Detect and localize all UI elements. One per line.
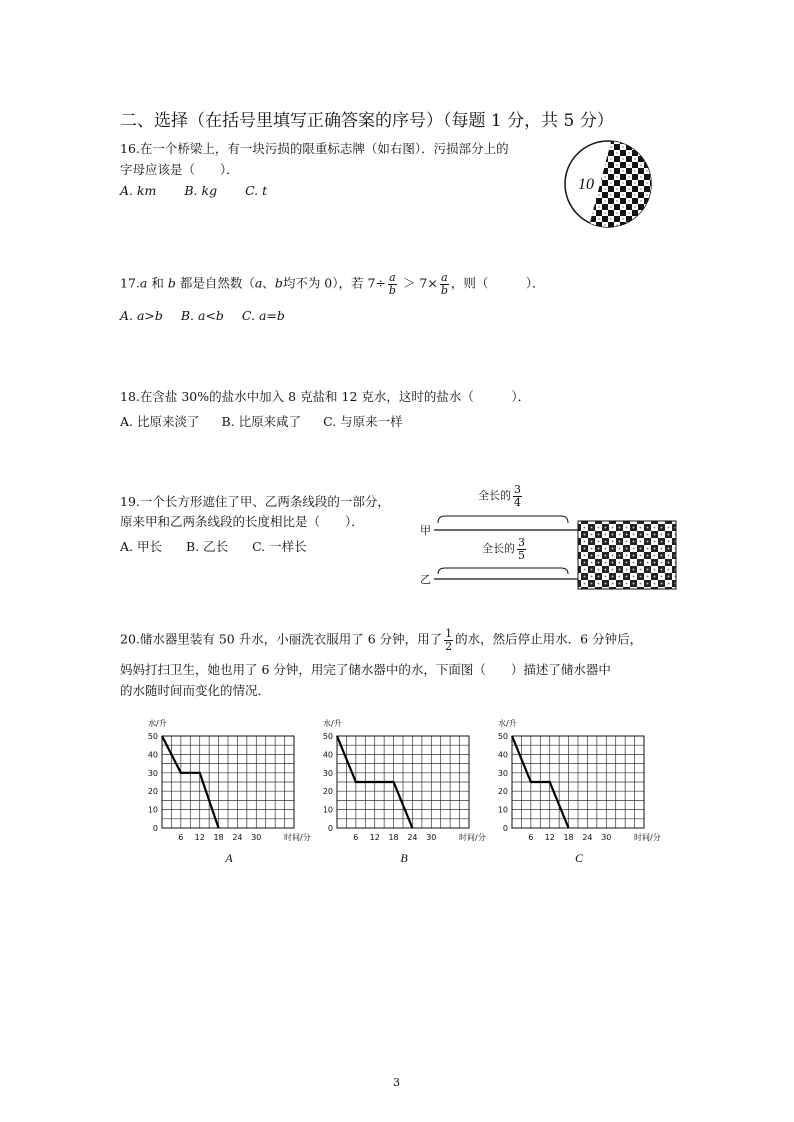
chart-label: C <box>574 851 584 865</box>
q16-line1: 16.在一个桥梁上，有一块污损的限重标志牌（如右图）．污损部分上的 <box>120 141 509 156</box>
y-tick-label: 10 <box>497 805 508 815</box>
y-axis-title: 水/升 <box>148 719 167 728</box>
q16-line2: 字母应该是（ ）． <box>120 162 239 177</box>
y-tick-label: 20 <box>322 787 333 797</box>
q18-options <box>120 412 403 430</box>
x-tick-label: 6 <box>353 833 359 842</box>
q19-line1: 19.一个长方形遮住了甲、乙两条线段的一部分， <box>120 494 390 509</box>
q17-options <box>120 308 285 323</box>
page-number: 3 <box>393 1076 400 1089</box>
q19-diagram <box>420 482 690 592</box>
y-tick-label: 50 <box>322 732 333 741</box>
label-jia: 甲 <box>420 524 431 537</box>
brace-bottom <box>438 568 568 574</box>
y-tick-label: 50 <box>147 732 158 741</box>
x-axis-title: 时间/分 <box>634 833 661 842</box>
q20-charts <box>0 712 794 872</box>
top-fraction: $\frac{3}{4}$ <box>514 483 521 509</box>
q17-option-a: A. a>b <box>120 308 163 323</box>
q16-option-c: C. t <box>245 183 268 198</box>
y-tick-label: 30 <box>497 768 508 778</box>
covering-rectangle <box>578 521 676 589</box>
q17-fraction-1: $\frac{a}{b}$ <box>388 271 396 297</box>
q18-option-b: B. 比原来咸了 <box>221 414 302 429</box>
x-tick-label: 12 <box>544 833 555 842</box>
y-tick-label: 0 <box>502 824 508 833</box>
y-tick-label: 20 <box>497 787 508 797</box>
y-tick-label: 50 <box>497 732 508 741</box>
x-tick-label: 24 <box>407 833 418 842</box>
bottom-fraction: $\frac{3}{5}$ <box>518 536 525 562</box>
q20-line2: 妈妈打扫卫生，她也用了 6 分钟，用完了储水器中的水，下面图（ ）描述了储水器中 <box>120 662 611 677</box>
q17-fraction-2: $\frac{a}{b}$ <box>440 271 448 297</box>
x-tick-label: 6 <box>178 833 184 842</box>
q18-option-a: A. 比原来淡了 <box>120 414 200 429</box>
y-tick-label: 10 <box>322 805 333 815</box>
q20-line3: 的水随时间而变化的情况． <box>120 683 271 698</box>
y-tick-label: 0 <box>327 824 333 833</box>
y-tick-label: 10 <box>147 805 158 815</box>
q20-fraction: $\frac{1}{2}$ <box>445 627 453 653</box>
y-axis-title: 水/升 <box>323 719 342 728</box>
top-caption: 全长的 $\frac{3}{4}$ <box>478 483 521 509</box>
brace-top <box>438 516 568 523</box>
x-tick-label: 24 <box>232 833 243 842</box>
q17-option-c: C. a=b <box>241 308 285 323</box>
bottom-caption: 全长的 $\frac{3}{5}$ <box>482 536 525 562</box>
q19-line2: 原来甲和乙两条线段的长度相比是（ ）． <box>120 514 364 529</box>
q19-option-b: B. 乙长 <box>185 539 229 554</box>
x-tick-label: 24 <box>582 833 593 842</box>
x-tick-label: 18 <box>213 833 224 842</box>
q19-option-c: C. 一样长 <box>252 539 307 554</box>
q20-line1: 20.储水器里装有 50 升水，小丽洗衣服用了 6 分钟，用了 $\frac{1}{2}$ 的水，然后停止用水．6 分钟后， <box>120 627 643 653</box>
y-tick-label: 30 <box>147 768 158 778</box>
sign-number: 10 <box>578 176 594 193</box>
x-tick-label: 18 <box>563 833 574 842</box>
q19-option-a: A. 甲长 <box>120 539 162 554</box>
x-tick-label: 12 <box>369 833 380 842</box>
y-tick-label: 40 <box>147 750 158 760</box>
x-tick-label: 30 <box>601 833 612 842</box>
x-tick-label: 30 <box>251 833 262 842</box>
q19-options <box>120 537 307 555</box>
q18-option-c: C. 与原来一样 <box>323 414 403 429</box>
q16-options <box>120 183 267 198</box>
chart-label: B <box>400 851 408 865</box>
x-tick-label: 6 <box>528 833 534 842</box>
label-yi: 乙 <box>420 573 431 586</box>
y-tick-label: 40 <box>322 750 333 760</box>
y-tick-label: 30 <box>322 768 333 778</box>
x-tick-label: 18 <box>388 833 399 842</box>
y-axis-title: 水/升 <box>498 719 517 728</box>
q17-line: 17.a 和 b 都是自然数（a、b均不为 0），若 7÷ $\frac{a}{b}$ ＞ 7× $\frac{a}{b}$ ，则（ ）． <box>120 271 545 297</box>
chart-label: A <box>225 851 233 865</box>
q17-option-b: B. a<b <box>180 308 224 323</box>
x-axis-title: 时间/分 <box>284 833 311 842</box>
q16-option-b: B. kg <box>184 183 218 198</box>
section-title: 二、选择（在括号里填写正确答案的序号）（每题 1 分，共 5 分） <box>120 111 614 131</box>
y-tick-label: 40 <box>497 750 508 760</box>
weight-limit-sign <box>560 138 656 230</box>
x-axis-title: 时间/分 <box>459 833 486 842</box>
y-tick-label: 20 <box>147 787 158 797</box>
y-tick-label: 0 <box>152 824 158 833</box>
q19-segments <box>420 482 690 592</box>
q16-option-a: A. km <box>120 183 157 198</box>
x-tick-label: 12 <box>194 833 205 842</box>
x-tick-label: 30 <box>426 833 437 842</box>
q18-text: 18.在含盐 30%的盐水中加入 8 克盐和 12 克水，这时的盐水（ ）． <box>120 389 531 404</box>
